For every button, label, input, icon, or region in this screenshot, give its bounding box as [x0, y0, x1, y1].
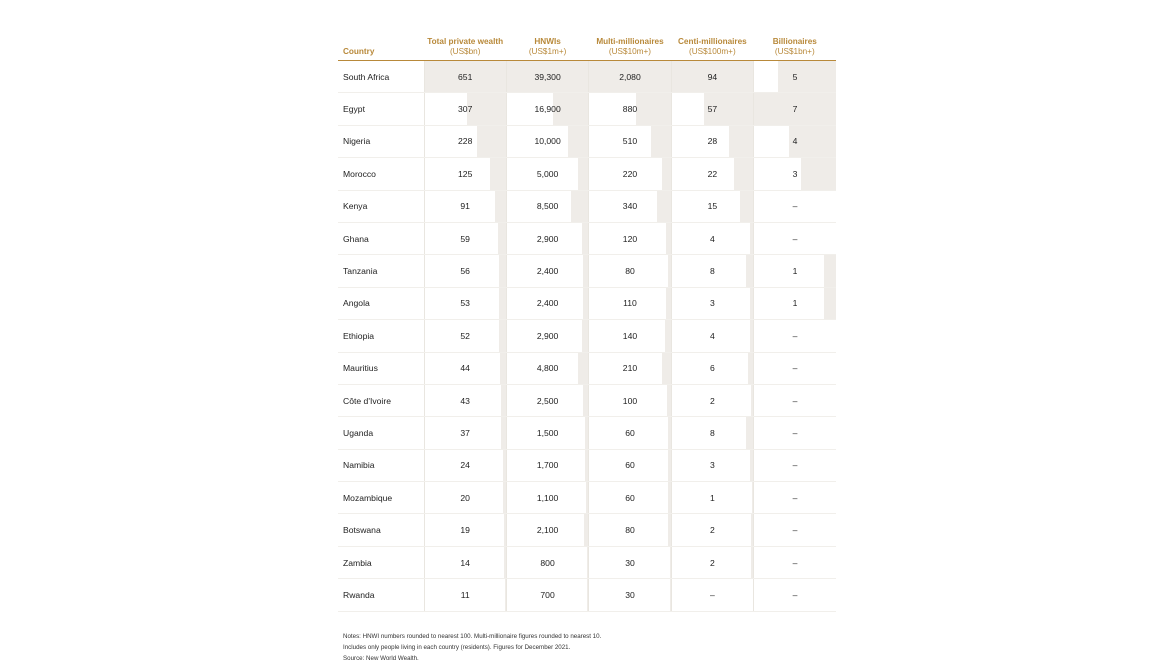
value-cell [754, 417, 836, 449]
value-text: 3 [792, 168, 798, 179]
value-cell [424, 449, 506, 481]
value-cell [424, 93, 506, 125]
value-text: 3 [709, 298, 715, 309]
value-cell [506, 222, 588, 254]
value-cell [671, 190, 753, 222]
country-cell: Côte d'Ivoire [338, 384, 424, 416]
value-text: 140 [622, 330, 638, 341]
value-text: 2 [709, 395, 715, 406]
value-bar [801, 158, 836, 189]
value-cell [506, 546, 588, 578]
value-cell [506, 93, 588, 125]
table-row [338, 449, 836, 481]
table-row [338, 255, 836, 287]
value-bar [499, 288, 506, 319]
value-text: 91 [460, 201, 470, 212]
table-row [338, 579, 836, 611]
country-cell: Namibia [338, 449, 424, 481]
value-cell [671, 287, 753, 319]
value-cell [754, 384, 836, 416]
value-cell [424, 579, 506, 611]
table-notes [338, 631, 838, 664]
value-cell [424, 417, 506, 449]
value-text: 210 [622, 363, 638, 374]
value-cell [754, 579, 836, 611]
value-bar [662, 158, 671, 189]
value-cell [589, 320, 671, 352]
country-cell: Morocco [338, 158, 424, 190]
table-row [338, 190, 836, 222]
value-cell [506, 449, 588, 481]
value-cell [671, 93, 753, 125]
value-text: 125 [458, 168, 473, 179]
value-text: 28 [707, 136, 718, 147]
notes-line: Notes: HNWI numbers rounded to nearest 100. Multi-millionaire figures rounded to nearest 10. [343, 632, 602, 640]
value-bar [501, 417, 506, 448]
value-bar [746, 255, 753, 286]
value-text: 2,400 [536, 266, 559, 277]
value-cell [424, 190, 506, 222]
value-cell [589, 61, 671, 93]
value-text: 1,100 [536, 492, 559, 503]
value-cell [424, 158, 506, 190]
value-cell [671, 61, 753, 93]
value-text: 30 [625, 589, 635, 600]
value-text: 307 [458, 104, 473, 115]
value-cell [671, 514, 753, 546]
value-text: – [792, 363, 798, 374]
value-text: – [792, 589, 798, 600]
column-header-centi-millionaires: Centi-millionaires (US$100m+) [671, 24, 753, 61]
value-text: 110 [623, 298, 637, 309]
value-text: 20 [460, 492, 470, 503]
value-cell [754, 449, 836, 481]
table-body [338, 61, 836, 612]
value-text: 52 [460, 330, 470, 341]
value-text: 3 [709, 460, 715, 471]
value-text: 53 [460, 298, 470, 309]
value-cell [589, 482, 671, 514]
value-bar [746, 417, 753, 448]
value-text: 1 [709, 492, 715, 503]
value-text: 1,500 [536, 427, 559, 438]
value-text: 2 [709, 557, 715, 568]
value-bar [500, 353, 506, 384]
value-text: 1 [792, 298, 798, 309]
country-cell: Tanzania [338, 255, 424, 287]
value-cell [589, 255, 671, 287]
value-text: 8 [709, 427, 715, 438]
value-text: – [792, 492, 798, 503]
value-cell [424, 482, 506, 514]
value-bar [740, 191, 753, 222]
value-cell [506, 384, 588, 416]
value-bar [583, 385, 588, 416]
value-text: 880 [622, 104, 638, 115]
value-text: – [792, 233, 798, 244]
value-text: 510 [622, 136, 638, 147]
value-bar [495, 191, 506, 222]
value-bar [824, 255, 836, 286]
country-cell: Ethiopia [338, 320, 424, 352]
value-text: 340 [622, 201, 638, 212]
table-row [338, 320, 836, 352]
value-cell [506, 190, 588, 222]
country-cell: Rwanda [338, 579, 424, 611]
value-text: 44 [460, 363, 470, 374]
value-bar [729, 126, 753, 157]
value-text: 10,000 [534, 136, 561, 147]
value-text: – [792, 460, 798, 471]
value-cell [506, 482, 588, 514]
country-cell: Kenya [338, 190, 424, 222]
value-bar [477, 126, 505, 157]
value-bar [578, 353, 588, 384]
value-cell [671, 449, 753, 481]
table-row [338, 514, 836, 546]
value-text: 1 [792, 266, 798, 277]
wealth-table [338, 24, 836, 612]
table-row [338, 546, 836, 578]
value-text: 2,500 [536, 395, 559, 406]
value-text: 4,800 [536, 363, 559, 374]
value-cell [424, 255, 506, 287]
value-bar [490, 158, 506, 189]
value-bar [499, 255, 506, 286]
value-cell [589, 546, 671, 578]
column-header-multi-millionaires: Multi-millionaires (US$10m+) [589, 24, 671, 61]
value-cell [754, 61, 836, 93]
value-text: 30 [625, 557, 635, 568]
value-text: 43 [460, 395, 470, 406]
value-bar [571, 191, 589, 222]
country-cell: Angola [338, 287, 424, 319]
value-cell [506, 125, 588, 157]
value-text: 4 [709, 330, 715, 341]
value-bar [499, 320, 506, 351]
table-row [338, 61, 836, 93]
value-bar [748, 353, 753, 384]
value-text: 5,000 [536, 168, 559, 179]
value-bar [501, 385, 506, 416]
value-cell [671, 546, 753, 578]
value-cell [424, 352, 506, 384]
value-cell [754, 352, 836, 384]
value-cell [589, 352, 671, 384]
value-cell [754, 514, 836, 546]
value-cell [424, 514, 506, 546]
column-header-total-private-wealth: Total private wealth (US$bn) [424, 24, 506, 61]
value-text: 228 [458, 136, 473, 147]
value-bar [778, 61, 837, 92]
value-cell [671, 417, 753, 449]
value-text: 2 [709, 525, 715, 536]
value-text: – [792, 330, 798, 341]
value-text: 14 [460, 557, 470, 568]
value-cell [589, 287, 671, 319]
value-bar [582, 320, 588, 351]
value-text: 60 [625, 427, 635, 438]
value-cell [589, 93, 671, 125]
value-cell [589, 125, 671, 157]
value-bar [568, 126, 589, 157]
value-cell [506, 417, 588, 449]
value-text: 2,100 [536, 525, 559, 536]
value-text: – [792, 201, 798, 212]
value-cell [424, 384, 506, 416]
value-text: 19 [460, 525, 470, 536]
value-cell [424, 546, 506, 578]
value-cell [589, 514, 671, 546]
value-cell [506, 158, 588, 190]
value-text: 56 [460, 266, 470, 277]
value-cell [671, 125, 753, 157]
value-text: 4 [792, 136, 798, 147]
value-text: 60 [625, 492, 635, 503]
value-cell [589, 417, 671, 449]
value-bar [636, 93, 670, 124]
table-header-row [338, 24, 836, 61]
value-cell [589, 158, 671, 190]
value-text: 700 [540, 589, 555, 600]
value-cell [424, 320, 506, 352]
value-bar [750, 320, 753, 351]
value-text: 39,300 [534, 71, 561, 82]
value-cell [506, 320, 588, 352]
value-text: 59 [460, 233, 470, 244]
table-row [338, 352, 836, 384]
value-text: 220 [622, 168, 638, 179]
value-text: 80 [625, 266, 635, 277]
value-cell [671, 255, 753, 287]
country-cell: Zambia [338, 546, 424, 578]
value-bar [666, 223, 671, 254]
value-bar [583, 255, 588, 286]
value-cell [589, 222, 671, 254]
value-text: 8,500 [536, 201, 559, 212]
country-cell: Mozambique [338, 482, 424, 514]
value-cell [671, 222, 753, 254]
value-cell [754, 125, 836, 157]
value-cell [754, 482, 836, 514]
table-row [338, 158, 836, 190]
table-row [338, 222, 836, 254]
value-text: 2,900 [536, 233, 559, 244]
value-cell [671, 320, 753, 352]
value-text: 11 [460, 589, 470, 600]
value-bar [583, 288, 588, 319]
value-text: 37 [460, 427, 470, 438]
value-cell [671, 384, 753, 416]
value-cell [754, 546, 836, 578]
wealth-report-page [338, 24, 838, 664]
value-cell [671, 482, 753, 514]
value-cell [671, 352, 753, 384]
value-text: 7 [792, 104, 798, 115]
value-text: 8 [709, 266, 715, 277]
value-cell [589, 579, 671, 611]
table-row [338, 93, 836, 125]
value-bar [824, 288, 836, 319]
value-bar [667, 385, 671, 416]
value-bar [662, 353, 670, 384]
value-text: 2,400 [536, 298, 559, 309]
value-cell [424, 287, 506, 319]
value-cell [589, 384, 671, 416]
value-text: – [792, 427, 798, 438]
value-cell [424, 222, 506, 254]
value-bar [657, 191, 670, 222]
value-cell [671, 158, 753, 190]
value-text: – [792, 395, 798, 406]
value-text: 5 [792, 71, 798, 82]
value-bar [584, 514, 588, 545]
value-cell [506, 579, 588, 611]
value-text: – [709, 589, 715, 600]
value-cell [506, 287, 588, 319]
country-cell: Uganda [338, 417, 424, 449]
value-text: 60 [625, 460, 635, 471]
table-row [338, 417, 836, 449]
value-bar [666, 288, 670, 319]
value-text: 57 [707, 104, 718, 115]
value-bar [582, 223, 588, 254]
value-text: 94 [707, 71, 718, 82]
value-cell [754, 190, 836, 222]
value-text: 15 [707, 201, 718, 212]
value-bar [734, 158, 753, 189]
value-cell [754, 287, 836, 319]
value-bar [585, 450, 588, 481]
value-cell [754, 255, 836, 287]
value-text: 4 [709, 233, 715, 244]
column-header-country: Country [338, 24, 424, 61]
value-bar [578, 158, 588, 189]
value-cell [754, 158, 836, 190]
value-text: 24 [460, 460, 470, 471]
column-header-hnwis: HNWIs (US$1m+) [506, 24, 588, 61]
country-cell: Botswana [338, 514, 424, 546]
value-cell [589, 190, 671, 222]
value-cell [506, 352, 588, 384]
notes-line: Includes only people living in each country (residents). Figures for December 2021. [343, 643, 571, 651]
value-cell [754, 320, 836, 352]
country-cell: Nigeria [338, 125, 424, 157]
value-text: 2,900 [536, 330, 559, 341]
table-row [338, 125, 836, 157]
value-cell [506, 514, 588, 546]
country-cell: Egypt [338, 93, 424, 125]
value-text: 80 [625, 525, 635, 536]
value-bar [750, 223, 753, 254]
value-bar [651, 126, 671, 157]
value-text: 651 [458, 71, 473, 82]
table-row [338, 287, 836, 319]
value-cell [424, 125, 506, 157]
value-text: 800 [540, 557, 555, 568]
value-text: 6 [709, 363, 715, 374]
value-text: 120 [622, 233, 638, 244]
value-text: 1,700 [536, 460, 559, 471]
value-bar [467, 93, 505, 124]
value-text: – [792, 557, 798, 568]
value-text: 22 [707, 168, 718, 179]
country-cell: Mauritius [338, 352, 424, 384]
value-bar [498, 223, 505, 254]
source-line: Source: New World Wealth. [343, 654, 419, 662]
country-cell: Ghana [338, 222, 424, 254]
value-cell [424, 61, 506, 93]
value-cell [671, 579, 753, 611]
value-cell [754, 222, 836, 254]
value-text: 100 [622, 395, 638, 406]
value-text: – [792, 525, 798, 536]
country-cell: South Africa [338, 61, 424, 93]
value-text: 16,900 [534, 104, 561, 115]
value-bar [665, 320, 670, 351]
value-cell [589, 449, 671, 481]
table-row [338, 384, 836, 416]
value-cell [506, 61, 588, 93]
value-cell [506, 255, 588, 287]
column-header-billionaires: Billionaires (US$1bn+) [754, 24, 836, 61]
value-cell [754, 93, 836, 125]
table-row [338, 482, 836, 514]
value-text: 2,080 [619, 71, 641, 82]
